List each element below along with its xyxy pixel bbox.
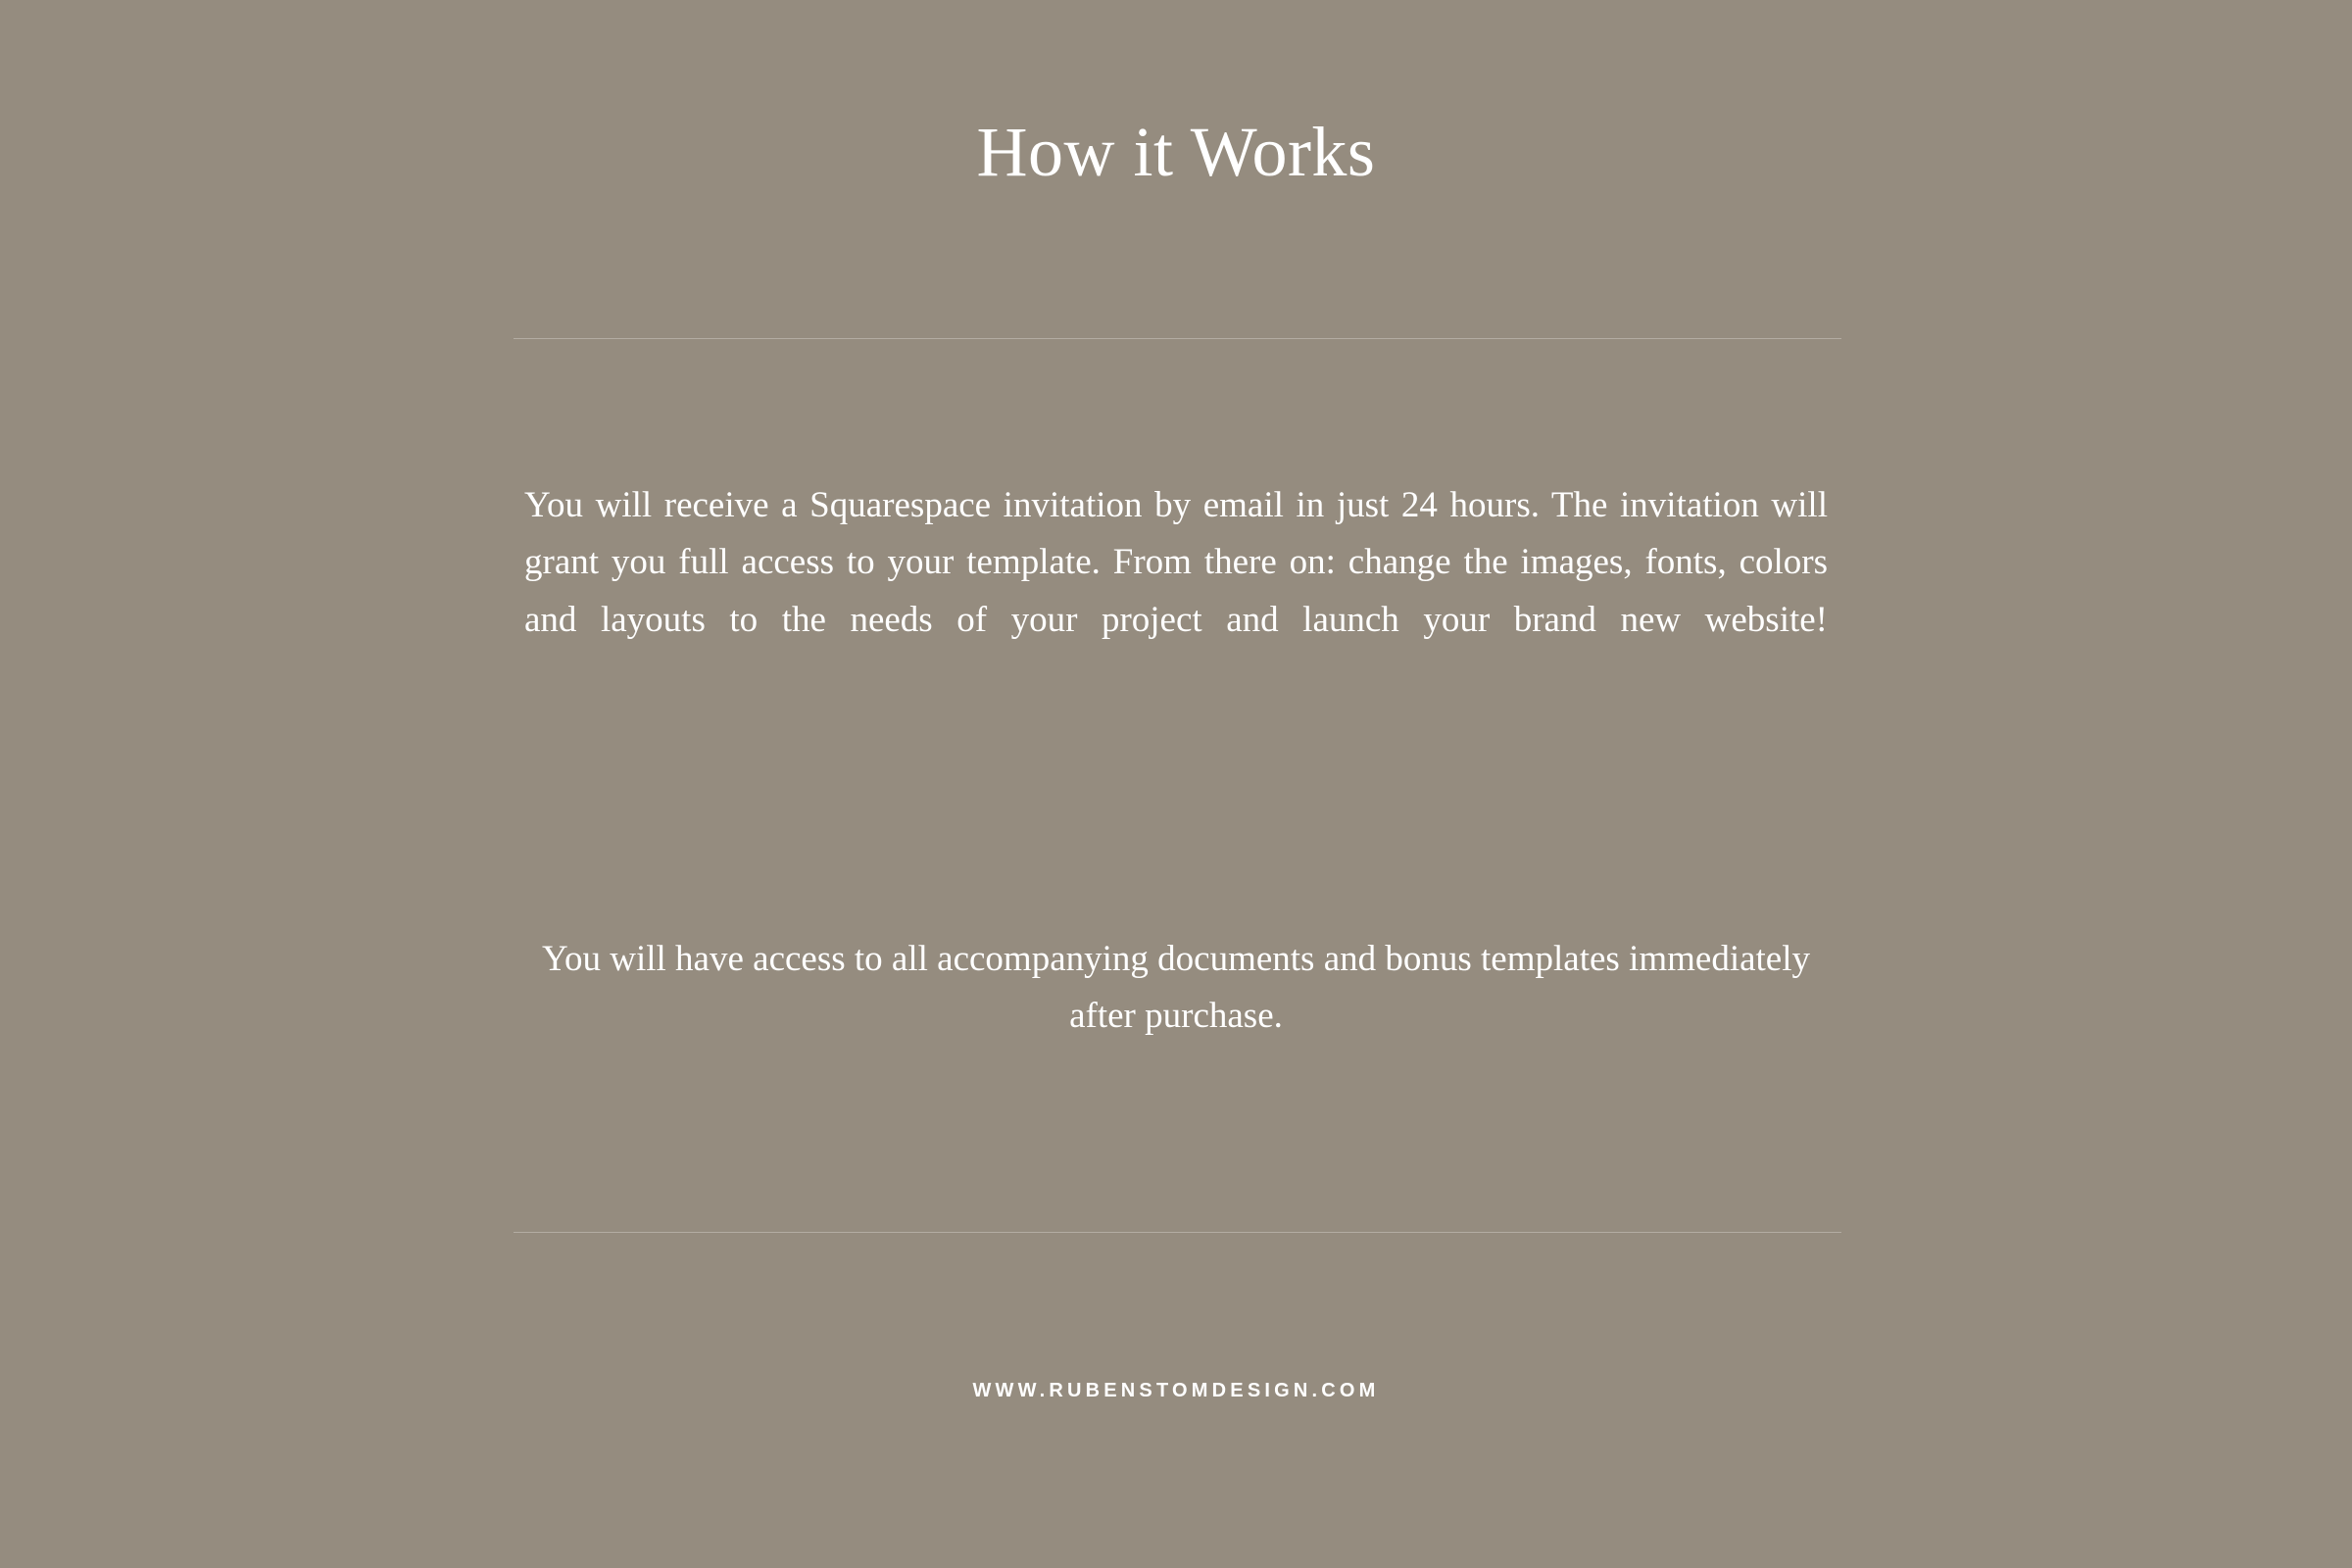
body-paragraph-1: You will receive a Squarespace invitation by email in just 24 hours. The invitation will grant you full access to your template. From there on: change the images, fonts, colors and layouts to the needs of your project and launch your brand new website!: [524, 485, 1828, 640]
page-title: How it Works: [976, 113, 1376, 191]
divider-top: [514, 338, 1841, 339]
divider-bottom: [514, 1232, 1841, 1233]
body-paragraph-2: You will have access to all accompanying documents and bonus templates immediately after purchase.: [541, 939, 1811, 1037]
footer-website: WWW.RUBENSTOMDESIGN.COM: [972, 1380, 1380, 1401]
